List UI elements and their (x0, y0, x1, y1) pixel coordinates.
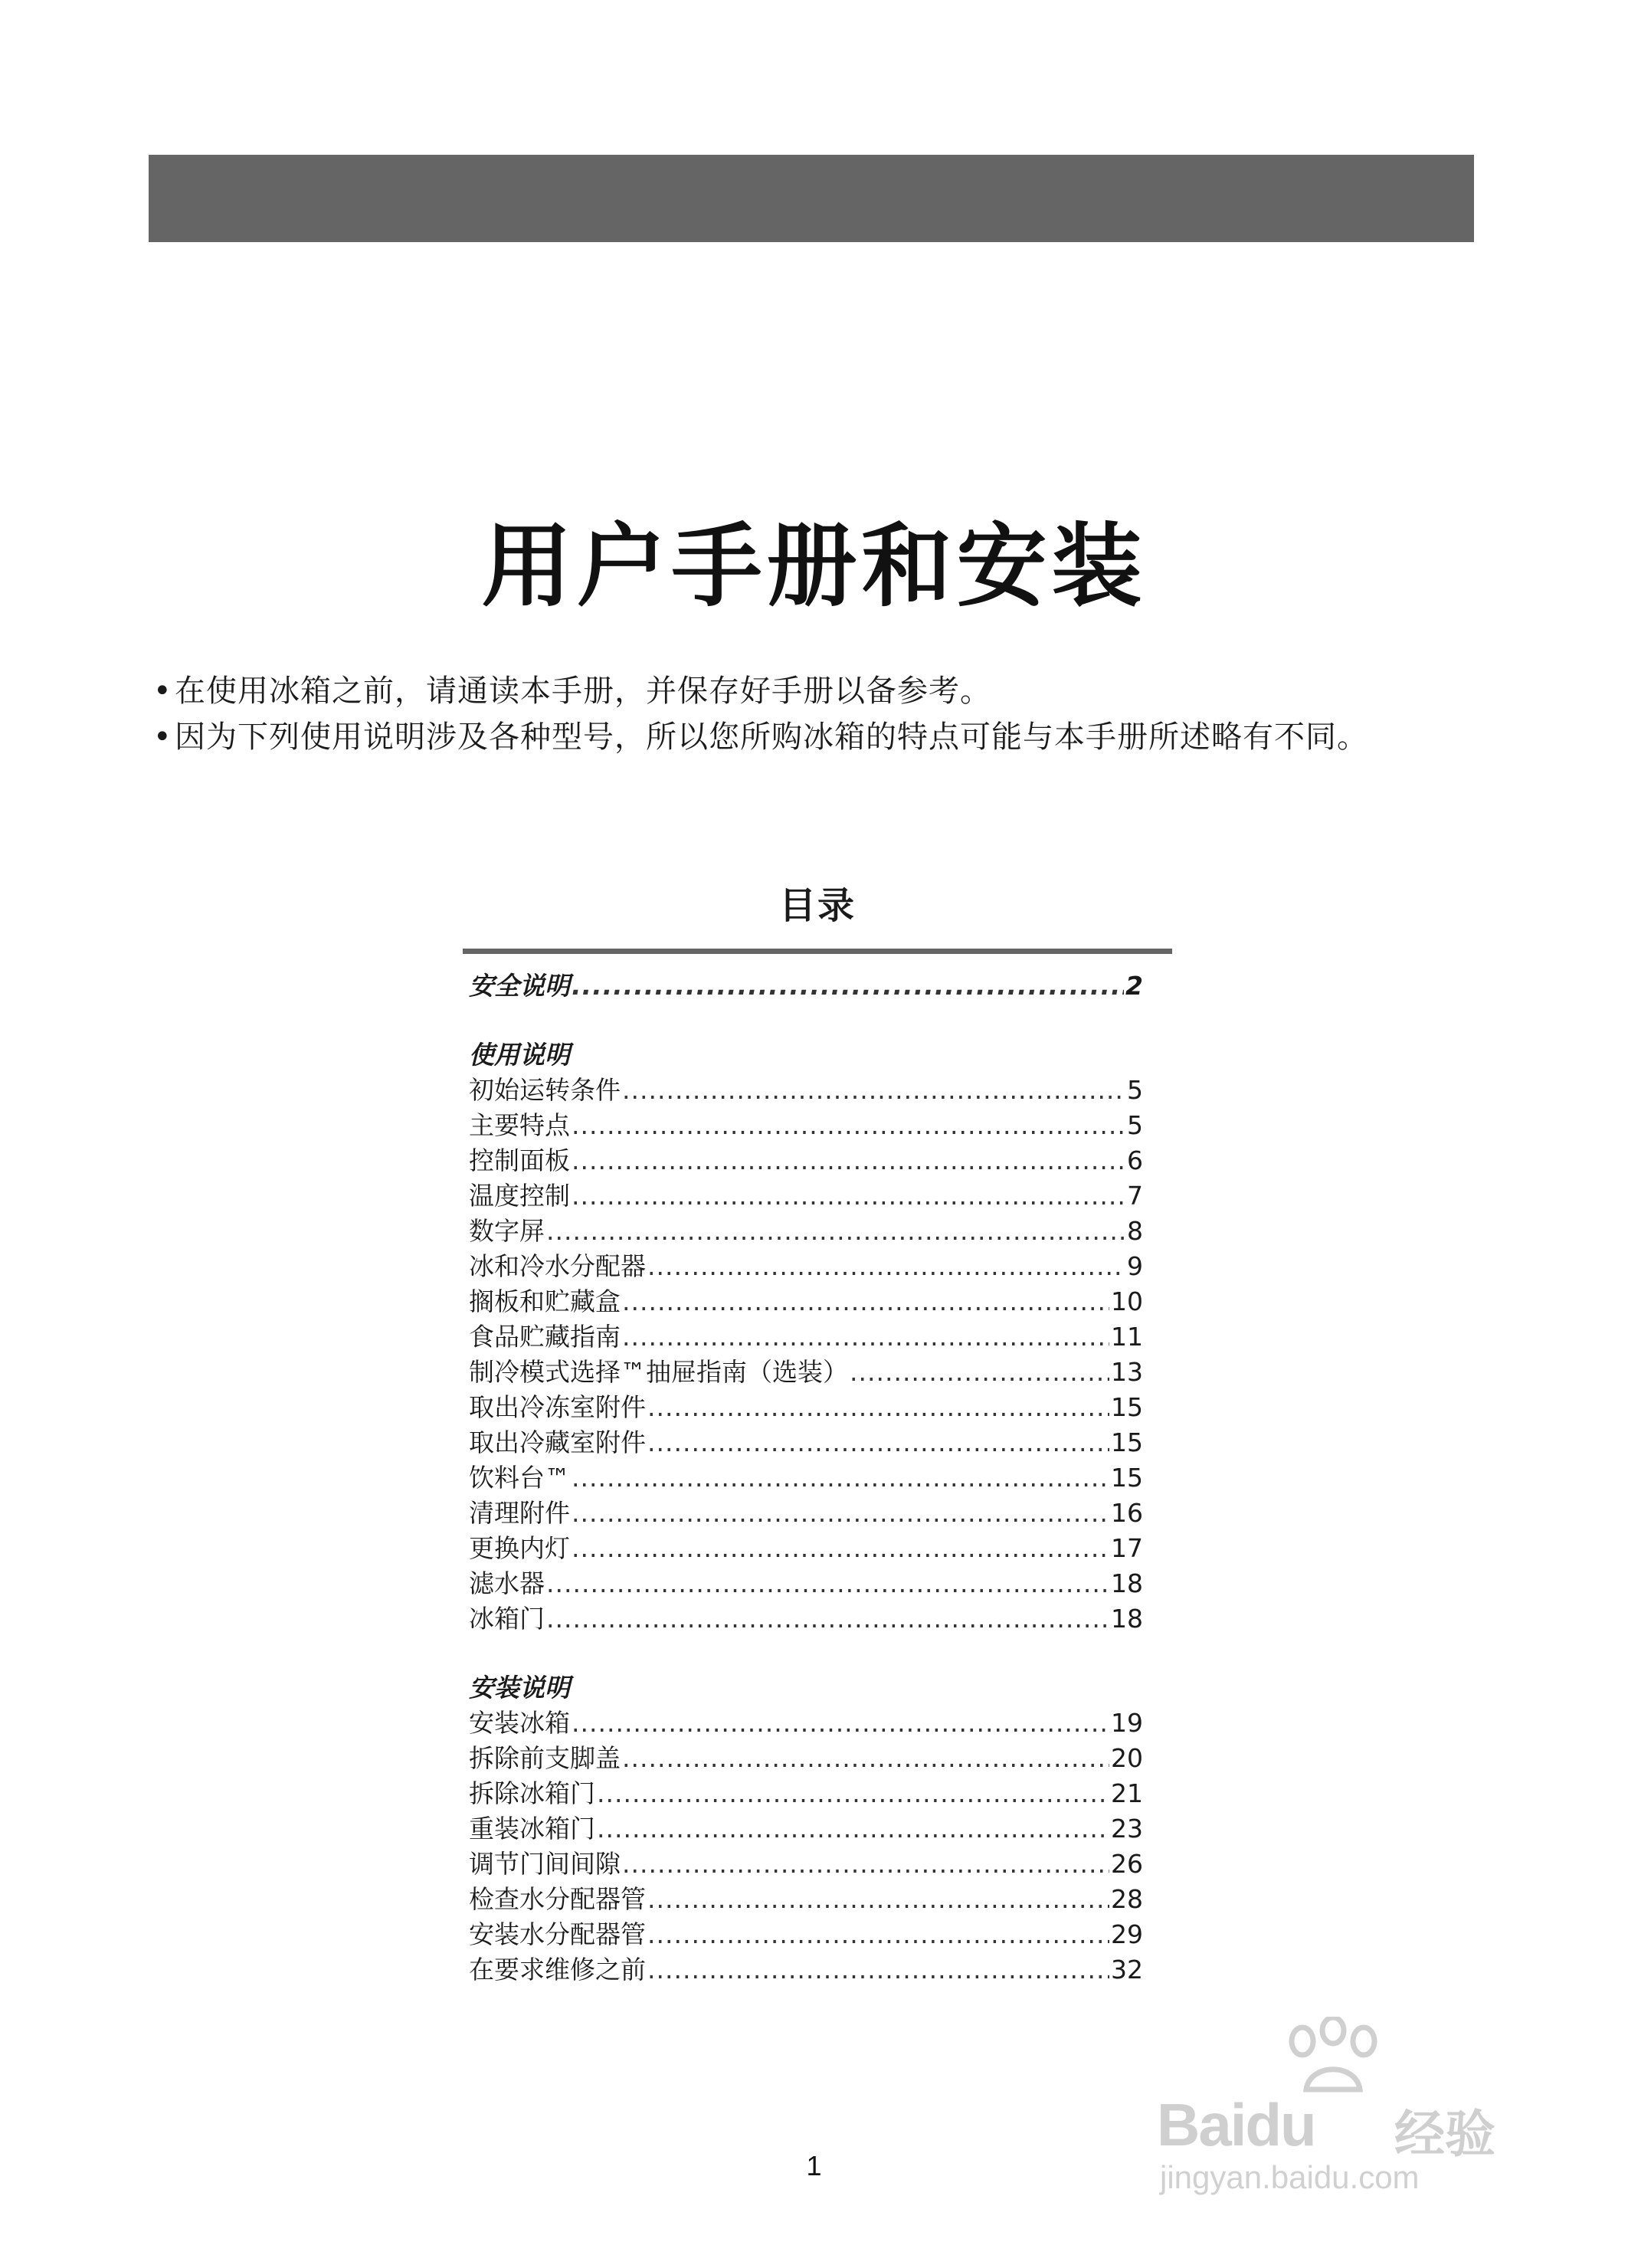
toc-entry[interactable] (469, 1425, 1143, 1460)
toc-entry-label: 拆除冰箱门 (469, 1778, 595, 1808)
toc-entry-label: 安全说明 (469, 971, 570, 1001)
toc-entry[interactable] (469, 1706, 1143, 1741)
toc-entry-label: 饮料台™ (469, 1463, 570, 1493)
table-of-contents (469, 968, 1143, 1988)
toc-leader-dots (572, 1108, 1125, 1143)
toc-leader-dots (647, 1952, 1109, 1988)
intro-note-text: 在使用冰箱之前，请通读本手册，并保存好手册以备参考。 (175, 674, 991, 709)
document-title: 用户手册和安装 (481, 513, 1147, 619)
toc-entry-label: 取出冷藏室附件 (469, 1427, 646, 1457)
toc-leader-dots (622, 1073, 1125, 1108)
toc-entry[interactable] (469, 1249, 1143, 1284)
toc-entry-label: 制冷模式选择™抽屉指南（选装） (469, 1357, 848, 1387)
toc-entry-page: 15 (1111, 1463, 1143, 1493)
page-number: 1 (806, 2150, 822, 2181)
toc-entry-page: 10 (1111, 1286, 1143, 1316)
toc-entry-label: 冰和冷水分配器 (469, 1251, 646, 1281)
toc-leader-dots (622, 1847, 1109, 1882)
toc-entry-page: 21 (1111, 1778, 1143, 1808)
toc-entry-label: 控制面板 (469, 1145, 570, 1175)
toc-leader-dots (572, 1531, 1109, 1566)
toc-leader-dots (572, 1178, 1125, 1214)
toc-leader-dots (572, 1706, 1109, 1741)
toc-entry[interactable] (469, 1214, 1143, 1249)
bullet-icon: • (153, 674, 172, 709)
toc-entry-page: 15 (1111, 1392, 1143, 1422)
toc-entry-page: 11 (1111, 1322, 1143, 1352)
toc-leader-dots (647, 1882, 1109, 1917)
toc-entry-label: 重装冰箱门 (469, 1814, 595, 1844)
intro-note (153, 668, 1502, 714)
toc-entry[interactable] (469, 1741, 1143, 1776)
toc-leader-dots (572, 968, 1124, 1004)
toc-entry-label: 在要求维修之前 (469, 1955, 646, 1984)
toc-entry[interactable] (469, 1882, 1143, 1917)
toc-entry-page: 6 (1127, 1145, 1143, 1175)
toc-entry-page: 9 (1127, 1251, 1143, 1281)
toc-entry-page: 15 (1111, 1427, 1143, 1457)
toc-leader-dots (647, 1390, 1109, 1425)
toc-entry-label: 滤水器 (469, 1568, 545, 1598)
toc-entry-safety[interactable] (469, 968, 1143, 1004)
toc-entry-page: 28 (1111, 1884, 1143, 1914)
intro-notes (153, 668, 1502, 760)
toc-entry-label: 取出冷冻室附件 (469, 1392, 646, 1422)
toc-entry-label: 主要特点 (469, 1110, 570, 1140)
toc-leader-dots (622, 1319, 1109, 1355)
toc-leader-dots (622, 1284, 1109, 1319)
watermark-brand-cn: 经验 (1394, 2105, 1495, 2164)
toc-entry-label: 冰箱门 (469, 1604, 545, 1634)
toc-entry-label: 清理附件 (469, 1498, 570, 1528)
toc-entry-page: 8 (1127, 1216, 1143, 1246)
toc-entry[interactable] (469, 1601, 1143, 1637)
toc-install-list (469, 1706, 1143, 1988)
toc-entry-page: 29 (1111, 1919, 1143, 1949)
toc-entry[interactable] (469, 1355, 1143, 1390)
toc-leader-dots (546, 1601, 1109, 1637)
toc-entry[interactable] (469, 1319, 1143, 1355)
toc-entry[interactable] (469, 1531, 1143, 1566)
toc-entry[interactable] (469, 1776, 1143, 1811)
toc-entry[interactable] (469, 1073, 1143, 1108)
toc-section-install: 安装说明 (469, 1673, 570, 1703)
toc-leader-dots (546, 1566, 1109, 1601)
toc-leader-dots (546, 1214, 1125, 1249)
watermark-url: jingyan.baidu.com (1160, 2159, 1420, 2195)
toc-entry[interactable] (469, 1460, 1143, 1496)
toc-entry[interactable] (469, 1917, 1143, 1952)
toc-entry-page: 2 (1125, 971, 1143, 1001)
toc-leader-dots (572, 1143, 1125, 1178)
toc-entry-page: 7 (1127, 1181, 1143, 1211)
toc-title: 目录 (778, 884, 856, 927)
header-bar (149, 155, 1474, 242)
toc-entry[interactable] (469, 1178, 1143, 1214)
toc-section-usage: 使用说明 (469, 1040, 570, 1070)
toc-entry[interactable] (469, 1566, 1143, 1601)
toc-entry-page: 18 (1111, 1568, 1143, 1598)
toc-entry-page: 26 (1111, 1849, 1143, 1879)
toc-entry-page: 5 (1127, 1110, 1143, 1140)
toc-entry[interactable] (469, 1284, 1143, 1319)
toc-entry-page: 18 (1111, 1604, 1143, 1634)
toc-entry-page: 19 (1111, 1708, 1143, 1738)
toc-entry-page: 17 (1111, 1533, 1143, 1563)
toc-entry-label: 初始运转条件 (469, 1075, 621, 1105)
toc-entry-page: 5 (1127, 1075, 1143, 1105)
toc-entry[interactable] (469, 1496, 1143, 1531)
intro-note (153, 714, 1502, 760)
toc-entry-label: 安装冰箱 (469, 1708, 570, 1738)
toc-leader-dots (647, 1425, 1109, 1460)
toc-divider (463, 949, 1172, 954)
toc-entry-label: 搁板和贮藏盒 (469, 1286, 621, 1316)
toc-leader-dots (850, 1355, 1109, 1390)
toc-leader-dots (572, 1496, 1109, 1531)
toc-entry-label: 安装水分配器管 (469, 1919, 646, 1949)
toc-entry-label: 调节门间间隙 (469, 1849, 621, 1879)
toc-entry-label: 食品贮藏指南 (469, 1322, 621, 1352)
toc-leader-dots (572, 1460, 1109, 1496)
toc-entry[interactable] (469, 1143, 1143, 1178)
toc-leader-dots (597, 1811, 1109, 1847)
toc-entry-page: 16 (1111, 1498, 1143, 1528)
toc-leader-dots (597, 1776, 1109, 1811)
toc-entry-page: 32 (1111, 1955, 1143, 1984)
toc-entry-label: 检查水分配器管 (469, 1884, 646, 1914)
bullet-icon: • (153, 719, 172, 755)
watermark-brand: Baidu (1157, 2091, 1315, 2158)
toc-entry[interactable] (469, 1108, 1143, 1143)
paw-icon (1272, 2017, 1394, 2101)
toc-entry[interactable] (469, 1390, 1143, 1425)
toc-leader-dots (622, 1741, 1109, 1776)
toc-leader-dots (647, 1917, 1109, 1952)
toc-entry-label: 更换内灯 (469, 1533, 570, 1563)
toc-entry[interactable] (469, 1952, 1143, 1988)
toc-entry[interactable] (469, 1847, 1143, 1882)
toc-leader-dots (647, 1249, 1125, 1284)
toc-usage-list (469, 1073, 1143, 1637)
toc-entry[interactable] (469, 1811, 1143, 1847)
toc-entry-page: 20 (1111, 1743, 1143, 1773)
intro-note-text: 因为下列使用说明涉及各种型号，所以您所购冰箱的特点可能与本手册所述略有不同。 (175, 719, 1368, 755)
toc-entry-label: 数字屏 (469, 1216, 545, 1246)
toc-entry-label: 温度控制 (469, 1181, 570, 1211)
toc-entry-page: 23 (1111, 1814, 1143, 1844)
toc-entry-page: 13 (1111, 1357, 1143, 1387)
toc-entry-label: 拆除前支脚盖 (469, 1743, 621, 1773)
